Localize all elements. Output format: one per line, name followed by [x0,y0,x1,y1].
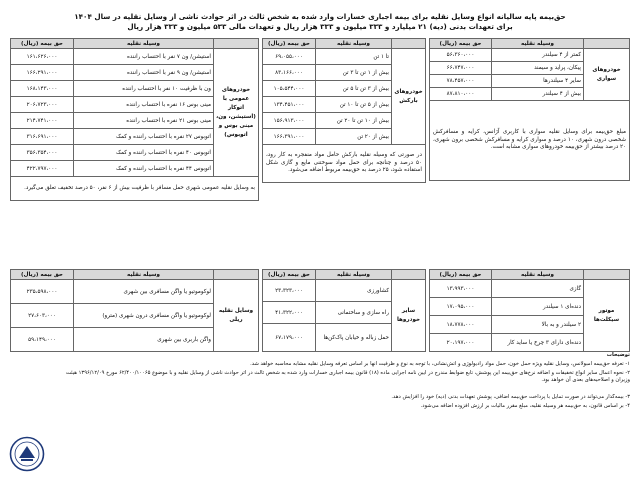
premium-value: ۸۳،۱۶۶،۰۰۰ [263,65,316,81]
vehicle-name: مینی بوس ۱۶ نفره با احتساب راننده [74,97,214,113]
cars-note: مبلغ حق‌بیمه برای وسایل نقلیه سواری با کاربری آژانس، کرایه و مسافرکش شخصی درون شهری، ۱۰ درصد و سواری کرایه و مسافرکش شخصی برون شهری، ۲۰ درصد بیشتر از حق‌بیمه خودروهای سواری مشابه است. [430,101,630,181]
vehicle-header: وسیله نقلیه [492,270,584,280]
footnote-item: ۱- تعرفه حق‌بیمه آمبولانس، وسایل نقلیه ویژه حمل خون، حمل مواد رادیولوژی و آتش‌نشانی، با توجه به نوع و ظرفیت آنها بر اساس تعرفه وسایل نقلیه مشابه محاسبه خواهد شد. [250,361,630,367]
vehicle-name: کشاورزی [316,280,392,302]
page-subtitle: برای تعهدات بدنی (دیه) ۲۱ میلیارد و ۳۳۳ میلیون و ۳۳۳ هزار ریال و تعهدات مالی ۵۳۳ میلیون و ۳۳۳ هزار ریال [127,22,513,31]
premium-value: ۲۰۶،۷۲۳،۰۰۰ [11,97,74,113]
vehicle-name: گازی [492,280,584,298]
premium-value: ۳۵۶،۳۵۴،۰۰۰ [11,145,74,161]
vehicle-name: بیش از ۲۰ تن [316,129,392,145]
premium-value: ۱۳،۹۹۳،۰۰۰ [430,280,492,298]
vehicle-header: وسیله نقلیه [316,270,392,280]
vehicle-name: استیشن/ ون ۹ نفر با احتساب راننده [74,65,214,81]
premium-value: ۵۹،۱۴۹،۰۰۰ [11,328,74,352]
premium-header: حق بیمه (ریال) [263,39,316,49]
premium-value: ۶۹،۰۵۵،۰۰۰ [263,49,316,65]
trucks-table [262,38,426,183]
premium-value: ۶۷،۱۷۹،۰۰۰ [263,324,316,352]
vehicle-name: دنده‌ای دارای ۳ چرخ یا ساید کار [492,334,584,352]
public-note: به وسایل نقلیه عمومی شهری حمل مسافر با ظرفیت بیش از ۶ نفر، ۵۰ درصد تخفیف تعلق می‌گیرد. [11,177,259,201]
cars-category: خودروهای سواری [584,49,630,101]
footnote-item: ۲- نحوه اعمال سایر انواع تخفیفات و اضافه نرخ‌های حق‌بیمه این پوشش، تابع ضوابط مندرج در آیین نامه اجرایی ماده (۱۸) قانون بیمه اجباری خسارات وارد شده به شخص ثالث در اثر حوادث ناشی از وسایل نقلیه و با موضوع ۶۲/۴۰۰/۱۰۰۶۵ مورخ ۱۳۹۶/۱۲/۰۹ هیئت وزیران و اصلاحیه‌های بعدی آن خواهد بود. [66,370,630,384]
trucks-note: در صورتی که وسیله نقلیه بارکش حامل مواد منفجره به کار رود، ۵۰ درصد و چنانچه برای حمل مواد سوختنی مایع و گازی شکل استفاده شود، ۲۵ درصد به حق‌بیمه مربوط اضافه می‌شود. [263,145,426,183]
rail-table [10,269,259,352]
premium-header: حق بیمه (ریال) [263,270,316,280]
premium-value: ۱۰۵،۵۴۴،۰۰۰ [263,81,316,97]
premium-value: ۲۳،۳۲۳،۰۰۰ [263,280,316,302]
motorcycles-category: موتور سیکلت‌ها [584,280,630,352]
premium-value: ۸۷،۸۱۰،۰۰۰ [430,88,492,101]
insurance-logo-icon [9,436,45,472]
premium-header: حق بیمه (ریال) [11,270,74,280]
premium-value: ۶۶،۷۴۷،۰۰۰ [430,62,492,75]
trucks-category: خودروهای بارکش [392,49,426,145]
vehicle-name: ون با ظرفیت ۱۰ نفر با احتساب راننده [74,81,214,97]
public-table [10,38,259,201]
premium-value: ۷۸،۴۵۷،۰۰۰ [430,75,492,88]
premium-value: ۳۱۶،۶۹۱،۰۰۰ [11,129,74,145]
vehicle-name: مینی بوس ۲۱ نفره با احتساب راننده [74,113,214,129]
vehicle-name: تا ۱ تن [316,49,392,65]
premium-value: ۱۶۱،۶۲۶،۰۰۰ [11,49,74,65]
vehicle-name: لوکوموتیو یا واگن مسافری بین شهری [74,280,214,304]
vehicle-name: بیش از ۵ تن تا ۱۰ تن [316,97,392,113]
vehicle-name: بیش از ۱۰ تن تا ۲۰ تن [316,113,392,129]
premium-value: ۴۲۲،۷۹۷،۰۰۰ [11,161,74,177]
motorcycles-table [429,269,630,352]
footnote-item: ۳- بیمه‌گذار می‌تواند در صورت تمایل با پرداخت حق‌بیمه اضافی، پوشش تعهدات بدنی (دیه) خود را افزایش دهد. [391,394,630,400]
vehicle-name: حمل زباله و خیابان پاک‌کن‌ها [316,324,392,352]
vehicle-name: اتوبوس ۴۴ نفره با احتساب راننده و کمک [74,161,214,177]
premium-header: حق بیمه (ریال) [11,39,74,49]
vehicle-name: بیش از ۱ تن تا ۳ تن [316,65,392,81]
other-category: سایر خودروها [392,280,426,352]
vehicle-header: وسیله نقلیه [74,39,214,49]
premium-value: ۱۷،۰۹۵،۰۰۰ [430,298,492,316]
premium-value: ۱۶۶،۲۹۱،۰۰۰ [11,65,74,81]
vehicle-name: اتوبوس ۲۷ نفره با احتساب راننده و کمک [74,129,214,145]
vehicle-name: پیکان، پراید و سیمند [492,62,584,75]
vehicle-name: کمتر از ۴ سیلندر [492,49,584,62]
vehicle-name: ۲ سیلندر و به بالا [492,316,584,334]
vehicle-name: استیشن/ ون ۷ نفر با احتساب راننده [74,49,214,65]
public-category: خودروهای عمومی با اتوکار (استیشن، ون، مینی بوس و اتوبوس) [214,49,259,177]
premium-value: ۱۶۸،۱۴۳،۰۰۰ [11,81,74,97]
vehicle-name: واگن باربری بین شهری [74,328,214,352]
footnotes-heading: توضیحات [606,352,630,358]
vehicle-header: وسیله نقلیه [492,39,584,49]
vehicle-header: وسیله نقلیه [74,270,214,280]
premium-value: ۲۳۵،۵۹۸،۰۰۰ [11,280,74,304]
vehicle-name: لوکوموتیو یا واگن مسافری درون شهری (مترو) [74,304,214,328]
vehicle-name: دنده‌ای ۱ سیلندر [492,298,584,316]
premium-value: ۵۶،۳۶۰،۰۰۰ [430,49,492,62]
premium-value: ۱۳۴،۴۵۱،۰۰۰ [263,97,316,113]
vehicle-name: سایر ۴ سیلندرها [492,75,584,88]
vehicle-header: وسیله نقلیه [316,39,392,49]
premium-value: ۲۰،۱۹۷،۰۰۰ [430,334,492,352]
rail-category: وسایل نقلیه ریلی [214,280,259,352]
vehicle-name: اتوبوس ۴۰ نفره با احتساب راننده و کمک [74,145,214,161]
premium-header: حق بیمه (ریال) [430,270,492,280]
vehicle-name: بیش از ۴ سیلندر [492,88,584,101]
premium-value: ۱۵۶،۹۱۳،۰۰۰ [263,113,316,129]
premium-value: ۲۱۴،۷۴۱،۰۰۰ [11,113,74,129]
page-title: حق‌بیمه پایه سالیانه انواع وسایل نقلیه برای بیمه اجباری خسارات وارد شده به شخص ثالث در اثر حوادث ناشی از وسایل نقلیه در سال ۱۴۰۴ [74,12,566,21]
premium-value: ۴۱،۳۲۲،۰۰۰ [263,302,316,324]
other-table [262,269,426,352]
cars-table [429,38,630,181]
premium-value: ۱۸،۷۷۸،۰۰۰ [430,316,492,334]
vehicle-name: راه سازی و ساختمانی [316,302,392,324]
premium-value: ۱۶۶،۳۹۱،۰۰۰ [263,129,316,145]
vehicle-name: بیش از ۳ تن تا ۵ تن [316,81,392,97]
footnote-item: ۴- بر اساس قانون، به حق‌بیمه هر وسیله نقلیه، مبلغ مقرر مالیات بر ارزش افزوده اضافه می‌شود. [420,403,630,409]
premium-value: ۲۷،۶۰۳،۰۰۰ [11,304,74,328]
premium-header: حق بیمه (ریال) [430,39,492,49]
